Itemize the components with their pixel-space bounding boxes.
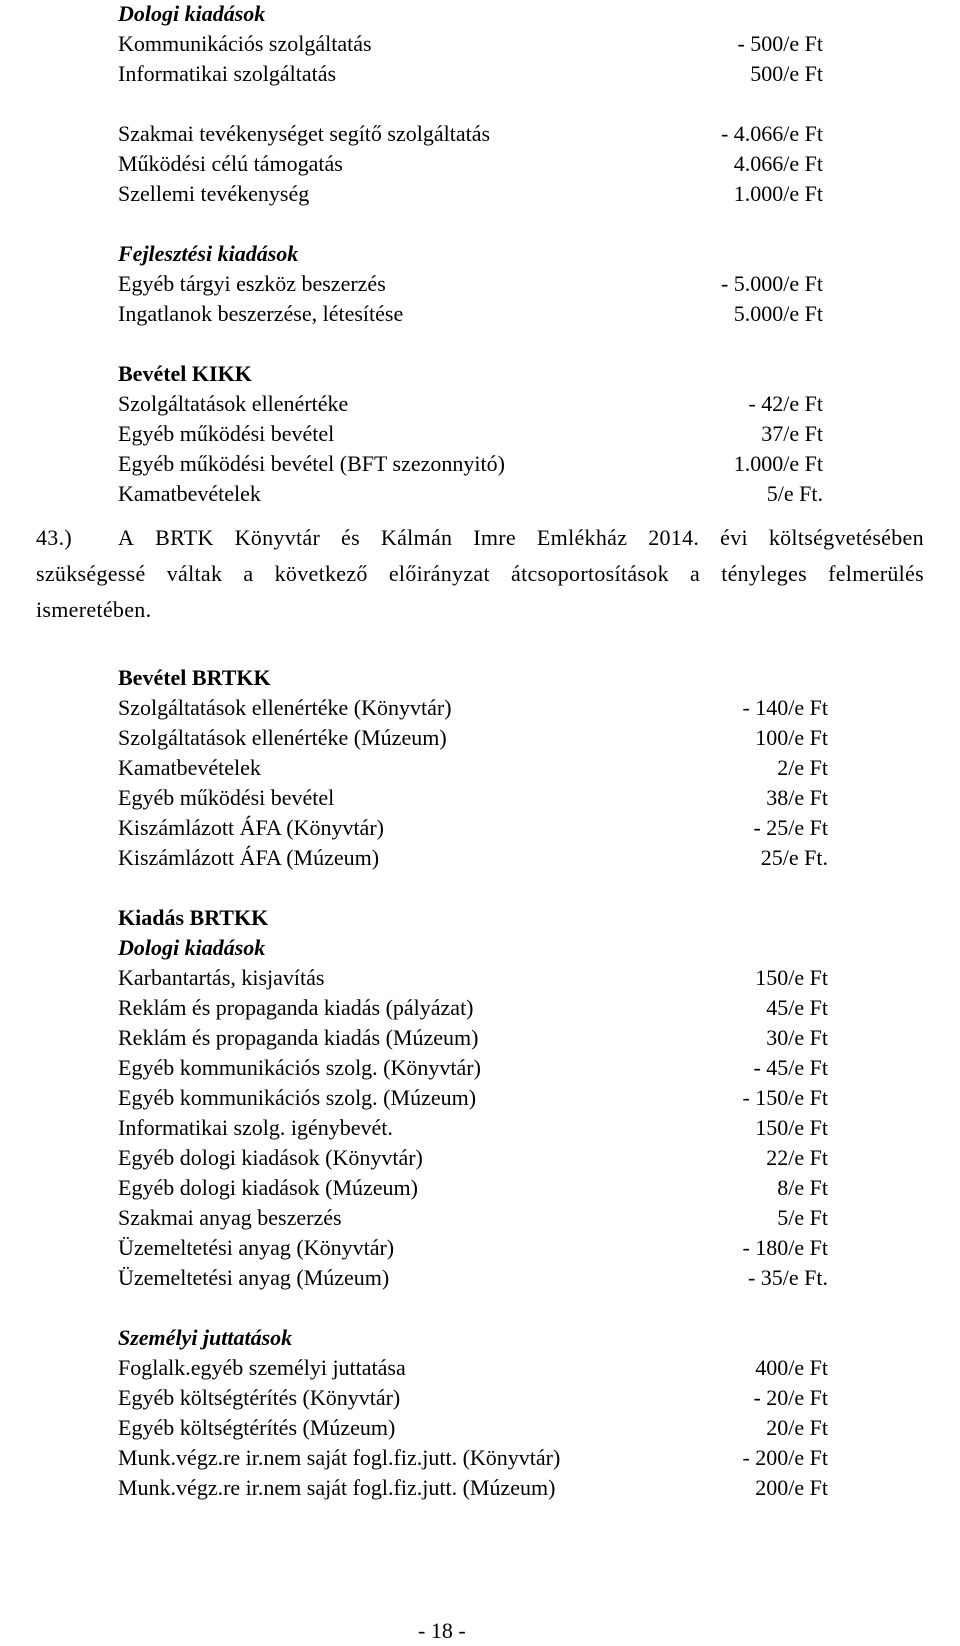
row-amount: 5/e Ft. (766, 481, 823, 506)
row-label: Karbantartás, kisjavítás (118, 965, 325, 990)
spacer (118, 209, 818, 239)
row-label: Egyéb tárgyi eszköz beszerzés (118, 271, 386, 296)
paragraph-word: szükségessé (36, 561, 146, 586)
row-amount: - 200/e Ft (742, 1445, 828, 1470)
budget-row (118, 1413, 828, 1443)
row-amount: - 4.066/e Ft (720, 121, 823, 146)
row-label: Üzemeltetési anyag (Múzeum) (118, 1265, 390, 1290)
row-amount: 150/e Ft (755, 965, 828, 990)
row-amount: 37/e Ft (761, 421, 823, 446)
row-label: Kommunikációs szolgáltatás (118, 31, 372, 56)
row-label: Szellemi tevékenység (118, 181, 310, 206)
row-label: Kiszámlázott ÁFA (Könyvtár) (118, 815, 384, 840)
row-amount: - 500/e Ft (737, 31, 823, 56)
budget-row (118, 993, 828, 1023)
row-label: Munk.végz.re ir.nem saját fogl.fiz.jutt. (Múzeum) (118, 1475, 556, 1500)
row-label: Foglalk.egyéb személyi juttatása (118, 1355, 406, 1380)
row-amount: 20/e Ft (766, 1415, 828, 1440)
paragraph-word: átcsoportosítások (511, 561, 669, 586)
row-label: Egyéb működési bevétel (BFT szezonnyitó) (118, 451, 505, 476)
budget-row (118, 59, 823, 89)
budget-row (118, 693, 828, 723)
row-label: Szolgáltatások ellenértéke (Múzeum) (118, 725, 447, 750)
page-number: - 18 - (418, 1618, 466, 1643)
heading-label: Fejlesztési kiadások (118, 241, 299, 266)
row-label: Reklám és propaganda kiadás (Múzeum) (118, 1025, 479, 1050)
budget-block-brtkk (118, 663, 828, 1503)
paragraph-word: A (118, 525, 135, 550)
budget-row (118, 449, 823, 479)
paragraph-word: Imre (473, 525, 516, 550)
budget-row (118, 813, 828, 843)
budget-block-kikk (118, 0, 823, 509)
row-amount: 8/e Ft (777, 1175, 828, 1200)
row-label: Egyéb költségtérítés (Múzeum) (118, 1415, 396, 1440)
budget-row (118, 149, 823, 179)
heading-label: Kiadás BRTKK (118, 905, 269, 930)
budget-row (118, 723, 828, 753)
budget-row (118, 119, 823, 149)
page-footer (0, 1616, 960, 1646)
budget-row (118, 753, 828, 783)
row-amount: - 5.000/e Ft (720, 271, 823, 296)
paragraph-line-3 (36, 592, 924, 628)
budget-row (118, 1113, 828, 1143)
paragraph-word: évi (720, 525, 748, 550)
section-heading (118, 663, 818, 693)
row-label: Ingatlanok beszerzése, létesítése (118, 301, 404, 326)
budget-row (118, 269, 823, 299)
paragraph-word: tényleges (721, 561, 807, 586)
budget-row (118, 1143, 828, 1173)
row-amount: 38/e Ft (766, 785, 828, 810)
row-label: Egyéb költségtérítés (Könyvtár) (118, 1385, 401, 1410)
paragraph-word: Emlékház (536, 525, 628, 550)
row-label: Kamatbevételek (118, 481, 261, 506)
row-label: Egyéb dologi kiadások (Könyvtár) (118, 1145, 423, 1170)
paragraph-word: költségvetésében (768, 525, 924, 550)
paragraph-word: váltak (166, 561, 223, 586)
budget-row (118, 1083, 828, 1113)
row-amount: 1.000/e Ft (733, 451, 823, 476)
row-amount: - 180/e Ft (742, 1235, 828, 1260)
spacer (118, 89, 818, 119)
section-heading (118, 239, 818, 269)
budget-row (118, 1023, 828, 1053)
row-label: Informatikai szolgáltatás (118, 61, 337, 86)
row-amount: - 140/e Ft (742, 695, 828, 720)
budget-row (118, 1443, 828, 1473)
row-label: Szakmai anyag beszerzés (118, 1205, 342, 1230)
paragraph-line-1-words (118, 520, 924, 556)
row-label: Egyéb kommunikációs szolg. (Múzeum) (118, 1085, 477, 1110)
paragraph-line-3-text: ismeretében. (36, 597, 152, 622)
budget-row (118, 299, 823, 329)
row-label: Működési célú támogatás (118, 151, 343, 176)
row-amount: - 42/e Ft (748, 391, 823, 416)
budget-row (118, 843, 828, 873)
budget-row (118, 29, 823, 59)
row-label: Szolgáltatások ellenértéke (Könyvtár) (118, 695, 452, 720)
spacer (118, 1293, 818, 1323)
paragraph-word: BRTK (155, 525, 214, 550)
row-amount: 25/e Ft. (760, 845, 828, 870)
budget-row (118, 1353, 828, 1383)
budget-row (118, 179, 823, 209)
section-heading (118, 933, 818, 963)
budget-row (118, 1173, 828, 1203)
row-label: Üzemeltetési anyag (Könyvtár) (118, 1235, 395, 1260)
row-amount: - 35/e Ft. (747, 1265, 828, 1290)
row-label: Egyéb kommunikációs szolg. (Könyvtár) (118, 1055, 481, 1080)
paragraph-word: és (341, 525, 360, 550)
row-amount: 22/e Ft (766, 1145, 828, 1170)
paragraph-word: Könyvtár (234, 525, 321, 550)
row-label: Szolgáltatások ellenértéke (118, 391, 349, 416)
budget-row (118, 1053, 828, 1083)
budget-row (118, 389, 823, 419)
row-amount: 400/e Ft (755, 1355, 828, 1380)
row-label: Egyéb működési bevétel (118, 785, 335, 810)
heading-label: Dologi kiadások (118, 935, 266, 960)
row-amount: 45/e Ft (766, 995, 828, 1020)
paragraph-word: Kálmán (380, 525, 453, 550)
budget-row (118, 479, 823, 509)
row-label: Egyéb működési bevétel (118, 421, 335, 446)
paragraph-43 (36, 520, 924, 628)
section-heading (118, 903, 818, 933)
paragraph-word: a (243, 561, 254, 586)
section-heading (118, 1323, 818, 1353)
row-amount: - 25/e Ft (753, 815, 828, 840)
budget-row (118, 1473, 828, 1503)
row-amount: - 45/e Ft (753, 1055, 828, 1080)
row-amount: - 150/e Ft (742, 1085, 828, 1110)
paragraph-word: felmerülés (828, 561, 924, 586)
heading-label: Személyi juttatások (118, 1325, 293, 1350)
budget-row (118, 419, 823, 449)
row-label: Szakmai tevékenységet segítő szolgáltatás (118, 121, 491, 146)
row-amount: 2/e Ft (777, 755, 828, 780)
section-heading (118, 359, 818, 389)
row-amount: 200/e Ft (755, 1475, 828, 1500)
row-amount: 500/e Ft (750, 61, 823, 86)
row-label: Reklám és propaganda kiadás (pályázat) (118, 995, 474, 1020)
paragraph-line-1 (36, 520, 924, 556)
spacer (118, 329, 818, 359)
row-label: Kiszámlázott ÁFA (Múzeum) (118, 845, 380, 870)
paragraph-line-2 (36, 556, 924, 592)
row-label: Kamatbevételek (118, 755, 261, 780)
heading-label: Bevétel KIKK (118, 361, 252, 386)
row-amount: - 20/e Ft (753, 1385, 828, 1410)
paragraph-word: következő (274, 561, 368, 586)
heading-label: Bevétel BRTKK (118, 665, 271, 690)
paragraph-word: a (690, 561, 701, 586)
spacer (118, 873, 818, 903)
row-amount: 30/e Ft (766, 1025, 828, 1050)
row-amount: 100/e Ft (755, 725, 828, 750)
budget-row (118, 783, 828, 813)
row-label: Egyéb dologi kiadások (Múzeum) (118, 1175, 418, 1200)
row-amount: 4.066/e Ft (733, 151, 823, 176)
row-amount: 150/e Ft (755, 1115, 828, 1140)
row-amount: 5/e Ft (777, 1205, 828, 1230)
budget-row (118, 1383, 828, 1413)
budget-row (118, 1233, 828, 1263)
row-amount: 1.000/e Ft (733, 181, 823, 206)
budget-row (118, 1263, 828, 1293)
row-label: Informatikai szolg. igénybevét. (118, 1115, 393, 1140)
section-heading (118, 0, 818, 29)
paragraph-word: előirányzat (388, 561, 490, 586)
row-label: Munk.végz.re ir.nem saját fogl.fiz.jutt. (Könyvtár) (118, 1445, 561, 1470)
heading-label: Dologi kiadások (118, 1, 266, 26)
paragraph-word: 2014. (648, 525, 700, 550)
budget-row (118, 1203, 828, 1233)
paragraph-number: 43.) (36, 525, 73, 550)
row-amount: 5.000/e Ft (733, 301, 823, 326)
budget-row (118, 963, 828, 993)
paragraph-line-2-words (36, 556, 924, 592)
